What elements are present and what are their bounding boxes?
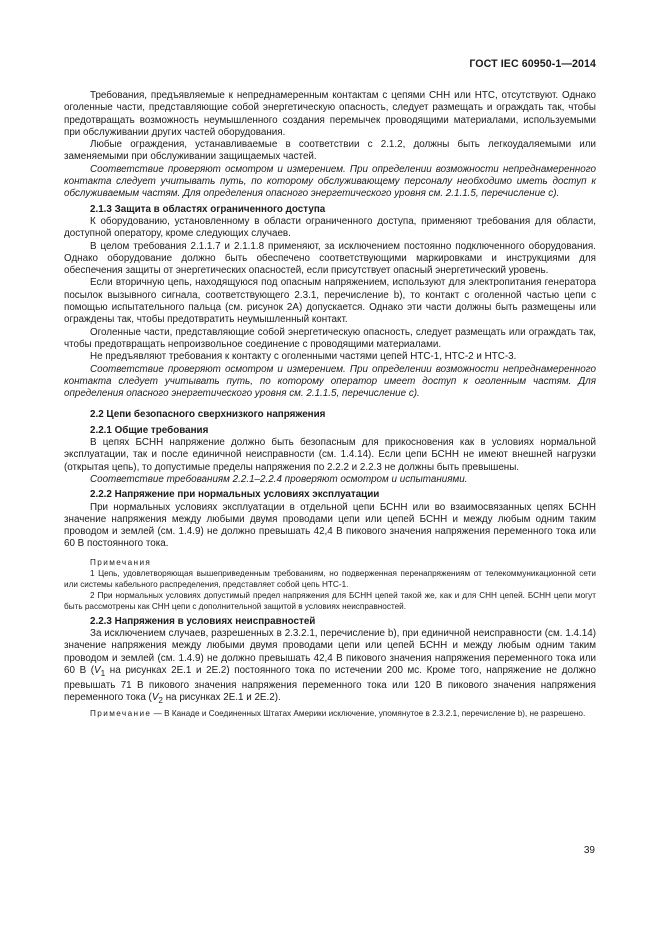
compliance-paragraph: Соответствие проверяют осмотром и измерением. При определении возможности непреднамеренного контакта следует учитывать путь, по которому оператор имеет доступ к оголенным частям. Для определения опасного энергетического уровня см. 2.1.1.5, перечисление c).: [64, 363, 596, 400]
paragraph: Оголенные части, представляющие собой энергетическую опасность, следует размещать или ограждать так, чтобы предотвращать непроизвольное соединение с проводящими материалами.: [64, 326, 596, 350]
paragraph: Любые ограждения, устанавливаемые в соответствии с 2.1.2, должны быть легкоудаляемыми или заменяемыми при обслуживании защищаемых частей.: [64, 139, 596, 163]
section-heading-2-2-2: 2.2.2 Напряжение при нормальных условиях эксплуатации: [90, 489, 380, 501]
section-heading-2-2-3: 2.2.3 Напряжения в условиях неисправностей: [90, 615, 316, 627]
section-heading-2-2: 2.2 Цепи безопасного сверхнизкого напряжения: [90, 409, 326, 421]
section-heading-2-1-3: 2.1.3 Защита в областях ограниченного доступа: [90, 203, 326, 215]
page-body: [64, 90, 596, 719]
document-header: ГОСТ IEC 60950-1—2014: [469, 58, 596, 70]
paragraph: К оборудованию, установленному в области ограниченного доступа, применяют требования для области, доступной оператору, кроме следующих случаев.: [64, 215, 596, 240]
paragraph: Если вторичную цепь, находящуюся под опасным напряжением, используют для электропитания генератора посылок вызывного сигнала, соответствующего 2.3.1, перечисление b), то контакт с оголенной частью цепи с помощью испытательного пальца (см. рисунок 2А) допускается. Однако эти части должны быть размещены или ограждены так, чтобы предотвратить неумышленный контакт.: [64, 277, 596, 326]
notes-title: Примечания: [90, 557, 152, 567]
paragraph: Требования, предъявляемые к непреднамеренным контактам с цепями СНН или НТС, отсутствуют. Однако оголенные части, представляющие собой энергетическую опасность, следует размещать и ограждать так, чтобы предотвращать возможность неумышленного создания перемычек проводящими материалами, используемыми при обслуживании других частей оборудования.: [64, 90, 596, 138]
paragraph: При нормальных условиях эксплуатации в отдельной цепи БСНН или во взаимосвязанных цепях БСНН значение напряжения между любыми двумя проводами цепи или цепей БСНН и между любым одним таким проводом и землей (см. 1.4.9) не должно превышать 42,4 В пикового значения напряжения переменного тока или 60 В постоянного тока.: [64, 501, 596, 550]
compliance-paragraph: Соответствие требованиям 2.2.1–2.2.4 проверяют осмотром и испытаниями.: [90, 473, 468, 485]
paragraph: В целом требования 2.1.1.7 и 2.1.1.8 применяют, за исключением постоянно подключенного оборудования. Однако оборудование должно быть обеспечено соответствующими маркировками и инструкциями для обеспечения защиты от энергетических опасностей, если присутствует опасный энергетический уровень.: [64, 240, 596, 277]
note-item: 2 При нормальных условиях допустимый предел напряжения для БСНН цепей такой же, как и для СНН цепей. БСНН цепи могут быть рассмотрены как СНН цепи с дополнительной защитой в условиях неисправностей.: [64, 590, 596, 611]
note-item: 1 Цепь, удовлетворяющая вышеприведенным требованиям, но подверженная перенапряжениям от телекоммуникационной сети или системы кабельного распределения, представляет собой цепь НТС-1.: [64, 568, 596, 589]
section-heading-2-2-1: 2.2.1 Общие требования: [90, 424, 209, 436]
paragraph: В цепях БСНН напряжение должно быть безопасным для прикосновения как в условиях нормальной эксплуатации, так и после единичной неисправности (см. 1.4.14). Если цепи БСНН не имеют внешней нагрузки (открытая цепь), то допустимые пределы напряжения по 2.2.2 и 2.2.3 не должны быть превышены.: [64, 437, 596, 473]
paragraph-fault-voltages: За исключением случаев, разрешенных в 2.3.2.1, перечисление b), при единичной неисправности (см. 1.4.14) значение напряжения между любыми двумя проводами цепи или цепей БСНН и между любым одним таким проводом и землей (см. 1.4.9) не должно превышать 42,4 В пикового значения напряжения переменного тока или 60 В ($V_1$ на рисунках 2Е.1 и 2Е.2) постоянного тока по истечении 200 мс. Кроме того, напряжение не должно превышать 71 В пикового значения напряжения переменного тока или 120 В пикового значения напряжения переменного тока ($V_2$ на рисунках 2Е.1 и 2Е.2).: [64, 627, 596, 706]
note-canada-usa: Примечание — В Канаде и Соединенных Штатах Америки исключение, упомянутое в 2.3.2.1, перечисление b), не разрешено.: [90, 708, 586, 718]
page-number: 39: [583, 845, 595, 856]
compliance-paragraph: Соответствие проверяют осмотром и измерением. При определении возможности непреднамеренного контакта следует учитывать путь, по которому обслуживающему персоналу необходимо иметь доступ к обслуживаемым частям. Для определения опасного энергетического уровня см. 2.1.1.5, перечисление c).: [64, 163, 596, 200]
paragraph: Не предъявляют требования к контакту с оголенными частями цепей НТС-1, НТС-2 и НТС-3.: [90, 351, 517, 363]
